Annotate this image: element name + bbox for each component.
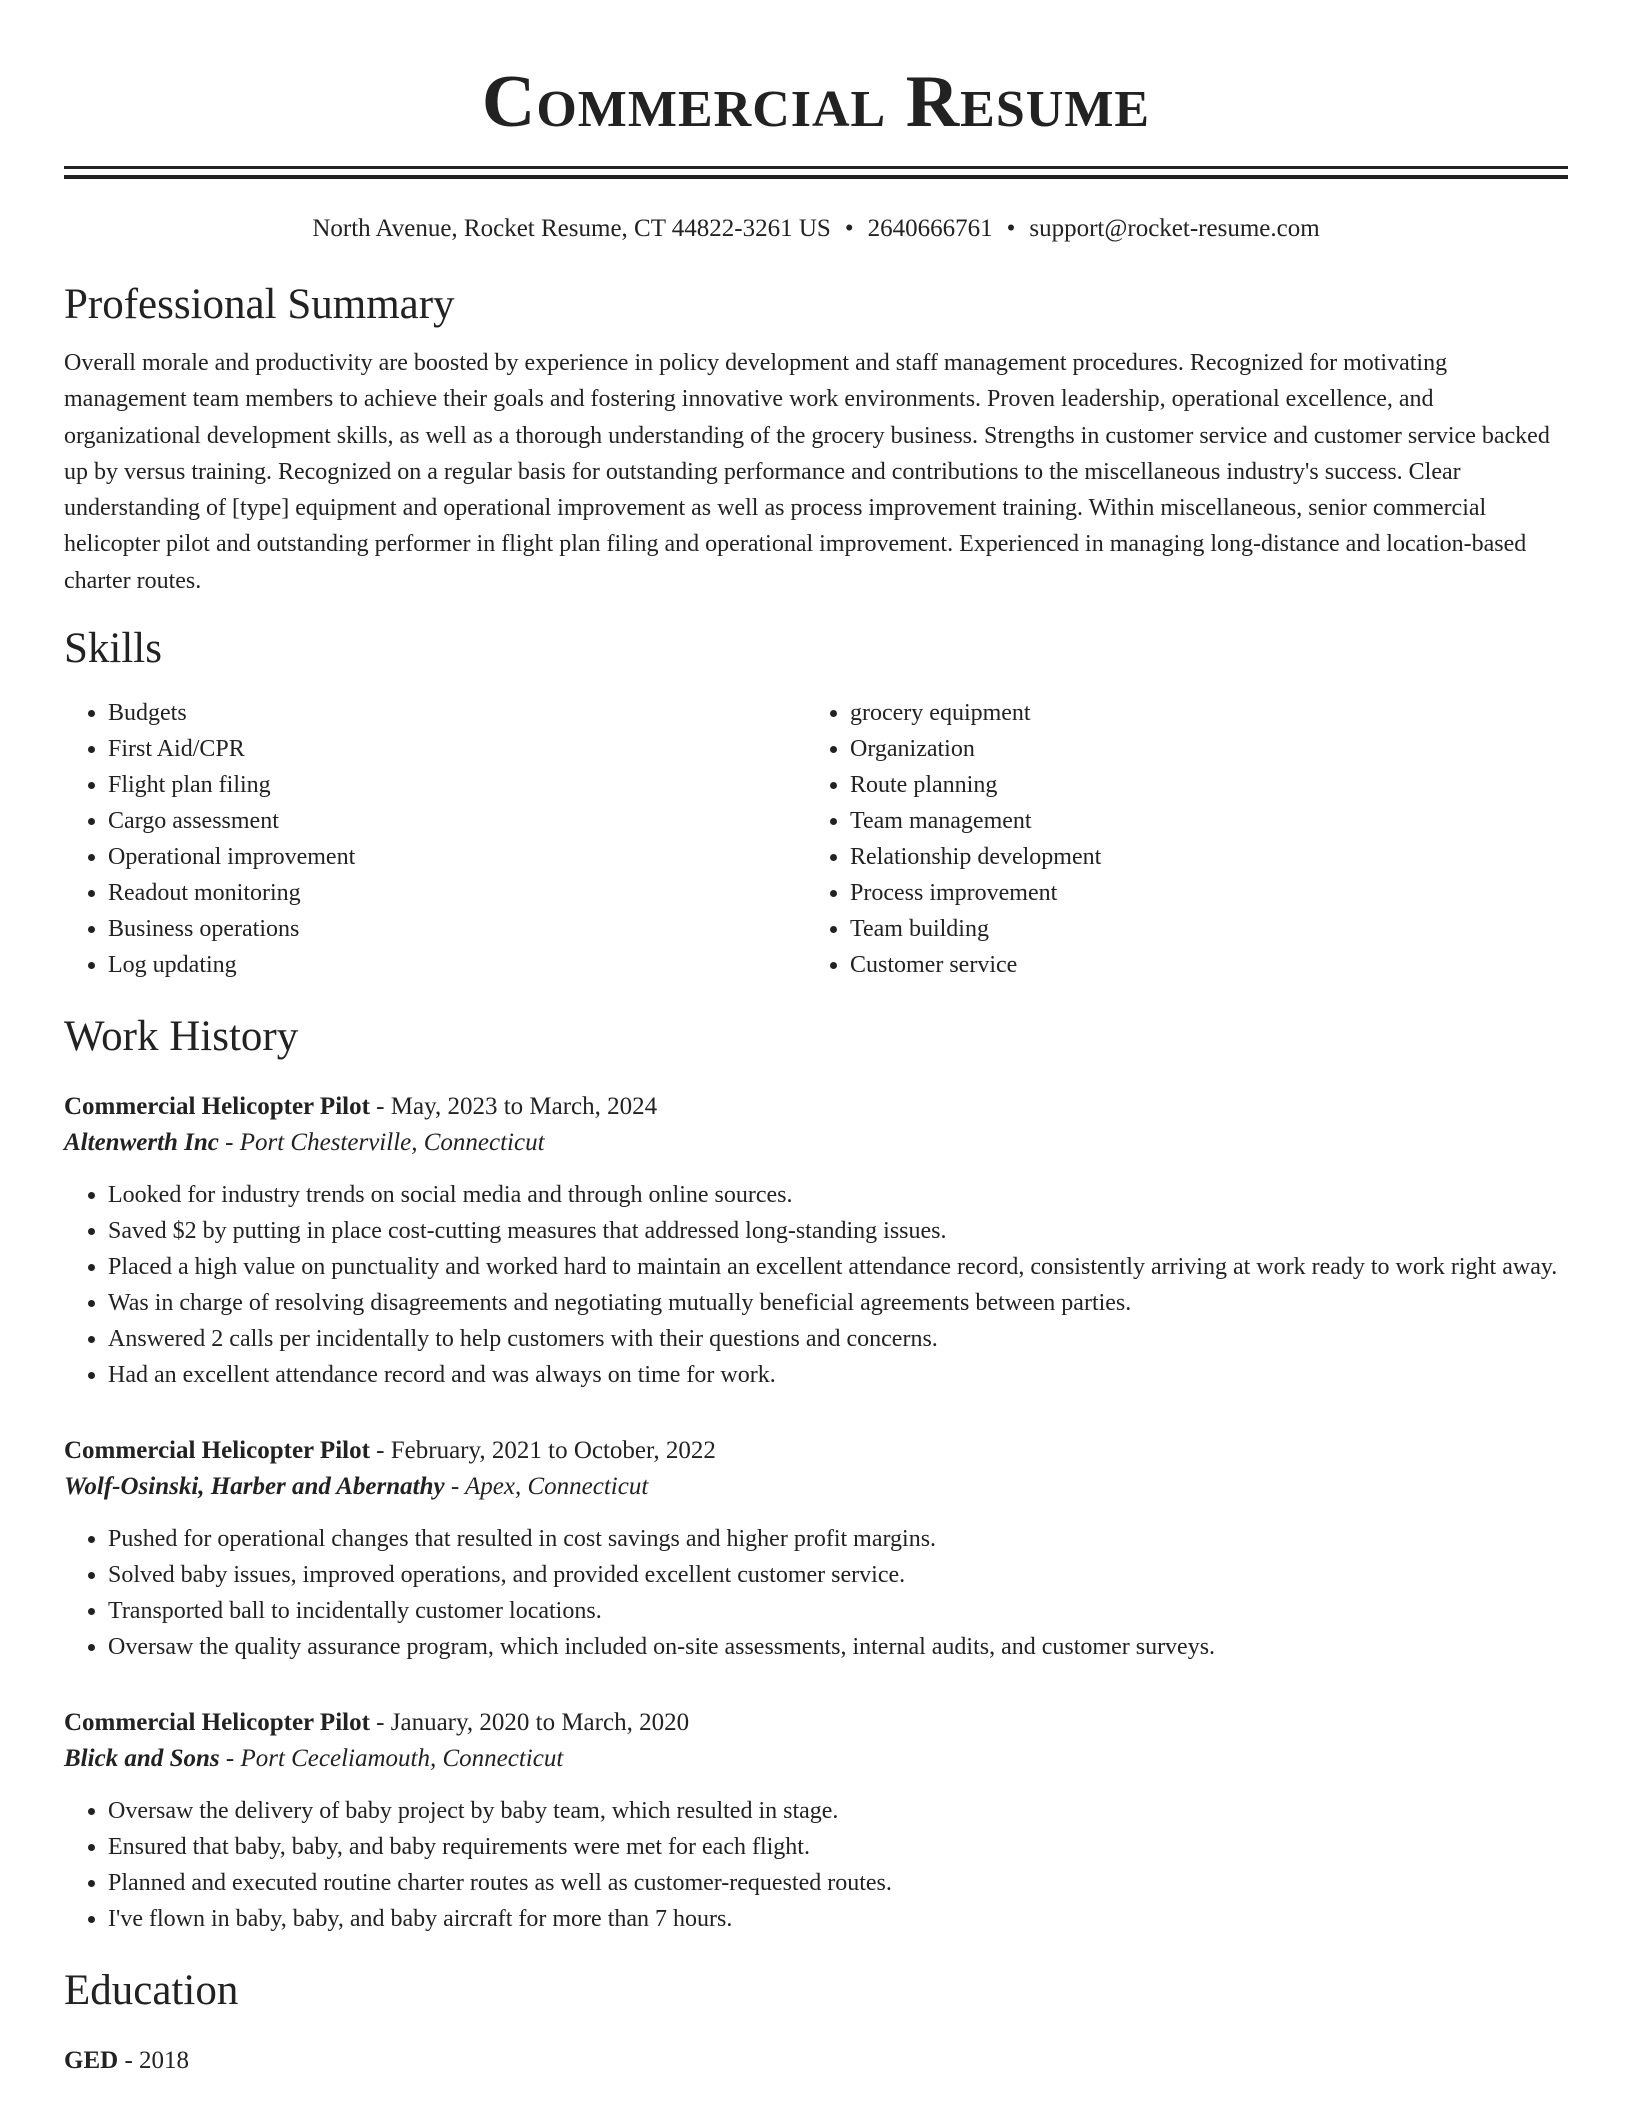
contact-line: [64, 213, 1568, 245]
job-bullet: • Oversaw the quality assurance program, which included on-site assessments, internal audits, and customer surveys.: [108, 1629, 1568, 1665]
skill-item: • Organization: [850, 731, 1548, 767]
dash: -: [124, 2047, 133, 2075]
job-bullet: • Transported ball to incidentally customer locations.: [108, 1593, 1568, 1629]
contact-separator: •: [1006, 215, 1016, 242]
company-location: Port Chesterville, Connecticut: [239, 1129, 545, 1157]
summary-text: Overall morale and productivity are boosted by experience in policy development and staff management procedures. Recognized for motivating management team members to achieve their goals and fostering innovative work environments. Proven leadership, operational excellence, and organizational development skills, as well as a thorough understanding of the grocery business. Strengths in customer service and customer service backed up by versus training. Recognized on a regular basis for outstanding performance and contributions to the miscellaneous industry's success. Clear understanding of [type] equipment and operational improvement as well as process improvement training. Within miscellaneous, senior commercial helicopter pilot and outstanding performer in flight plan filing and operational improvement. Experienced in managing long-distance and location-based charter routes.: [64, 350, 1550, 594]
job-entry: [64, 1089, 1568, 1393]
skill-item: • Team building: [850, 911, 1548, 947]
summary-heading: Professional Summary: [64, 281, 455, 328]
skill-item: • Budgets: [108, 695, 806, 731]
title-divider-top: [64, 166, 1568, 169]
job-title-line: [64, 1705, 1568, 1741]
company-location: Port Ceceliamouth, Connecticut: [240, 1745, 564, 1773]
work-history-heading: Work History: [64, 1013, 299, 1061]
job-bullet: • I've flown in baby, baby, and baby aircraft for more than 7 hours.: [108, 1901, 1568, 1937]
job-dates: May, 2023 to March, 2024: [390, 1093, 658, 1121]
skill-item: • Process improvement: [850, 875, 1548, 911]
skills-columns: [64, 695, 1568, 983]
job-bullet: • Solved baby issues, improved operations, and provided excellent customer service.: [108, 1557, 1568, 1593]
dash: -: [450, 1473, 460, 1501]
contact-separator: •: [844, 215, 854, 242]
skill-item: • Business operations: [108, 911, 806, 947]
skill-item: • Flight plan filing: [108, 767, 806, 803]
skill-item: • Operational improvement: [108, 839, 806, 875]
company-name: Blick and Sons: [64, 1745, 220, 1773]
job-title-line: [64, 1089, 1568, 1125]
job-bullet: • Had an excellent attendance record and was always on time for work.: [108, 1357, 1568, 1393]
skill-item: • Relationship development: [850, 839, 1548, 875]
dash: -: [225, 1129, 234, 1157]
dash: -: [376, 1437, 385, 1465]
skill-item: • Route planning: [850, 767, 1548, 803]
job-bullet: • Looked for industry trends on social media and through online sources.: [108, 1177, 1568, 1213]
job-title-line: [64, 1433, 1568, 1469]
skill-item: • grocery equipment: [850, 695, 1548, 731]
job-title: Commercial Helicopter Pilot: [64, 1093, 370, 1121]
job-dates: January, 2020 to March, 2020: [390, 1709, 690, 1737]
skill-item: • Cargo assessment: [108, 803, 806, 839]
skill-item: • Customer service: [850, 947, 1548, 983]
contact-address: North Avenue, Rocket Resume, CT 44822-3261 US: [312, 215, 831, 242]
dash: -: [225, 1745, 235, 1773]
education-degree: GED: [64, 2047, 119, 2075]
contact-email[interactable]: support@rocket-resume.com: [1029, 215, 1320, 242]
job-bullet: • Ensured that baby, baby, and baby requirements were met for each flight.: [108, 1829, 1568, 1865]
skills-column-right: [806, 695, 1548, 983]
job-title: Commercial Helicopter Pilot: [64, 1437, 370, 1465]
skill-item: • Team management: [850, 803, 1548, 839]
education-year: 2018: [139, 2047, 190, 2075]
dash: -: [376, 1709, 385, 1737]
company-line: [64, 1741, 1568, 1777]
education-entry: [64, 2043, 1568, 2079]
job-bullet: • Planned and executed routine charter routes as well as customer-requested routes.: [108, 1865, 1568, 1901]
contact-phone: 2640666761: [867, 215, 993, 242]
job-bullet: • Oversaw the delivery of baby project by baby team, which resulted in stage.: [108, 1793, 1568, 1829]
dash: -: [376, 1093, 385, 1121]
resume-title: Commercial Resume: [481, 61, 1151, 143]
job-bullets: [64, 1177, 1568, 1393]
job-dates: February, 2021 to October, 2022: [390, 1437, 716, 1465]
resume-page: [64, 0, 1568, 2079]
job-bullet: • Saved $2 by putting in place cost-cutting measures that addressed long-standing issues.: [108, 1213, 1568, 1249]
title-divider-bottom: [64, 175, 1568, 179]
job-bullets: [64, 1793, 1568, 1937]
job-bullet: • Was in charge of resolving disagreements and negotiating mutually beneficial agreements between parties.: [108, 1285, 1568, 1321]
skills-heading: Skills: [64, 625, 162, 673]
company-name: Altenwerth Inc: [64, 1129, 219, 1157]
company-location: Apex, Connecticut: [465, 1473, 649, 1501]
company-line: [64, 1469, 1568, 1505]
skills-column-left: [64, 695, 806, 983]
job-entry: [64, 1433, 1568, 1665]
job-bullet: • Placed a high value on punctuality and worked hard to maintain an excellent attendance record, consistently arriving at work ready to work right away.: [108, 1249, 1568, 1285]
skill-item: • First Aid/CPR: [108, 731, 806, 767]
job-bullets: [64, 1521, 1568, 1665]
company-line: [64, 1125, 1568, 1161]
company-name: Wolf-Osinski, Harber and Abernathy: [64, 1473, 445, 1501]
education-heading: Education: [64, 1967, 239, 2015]
job-bullet: • Pushed for operational changes that resulted in cost savings and higher profit margins.: [108, 1521, 1568, 1557]
job-entry: [64, 1705, 1568, 1937]
job-title: Commercial Helicopter Pilot: [64, 1709, 370, 1737]
skill-item: • Log updating: [108, 947, 806, 983]
skill-item: • Readout monitoring: [108, 875, 806, 911]
job-bullet: • Answered 2 calls per incidentally to help customers with their questions and concerns.: [108, 1321, 1568, 1357]
